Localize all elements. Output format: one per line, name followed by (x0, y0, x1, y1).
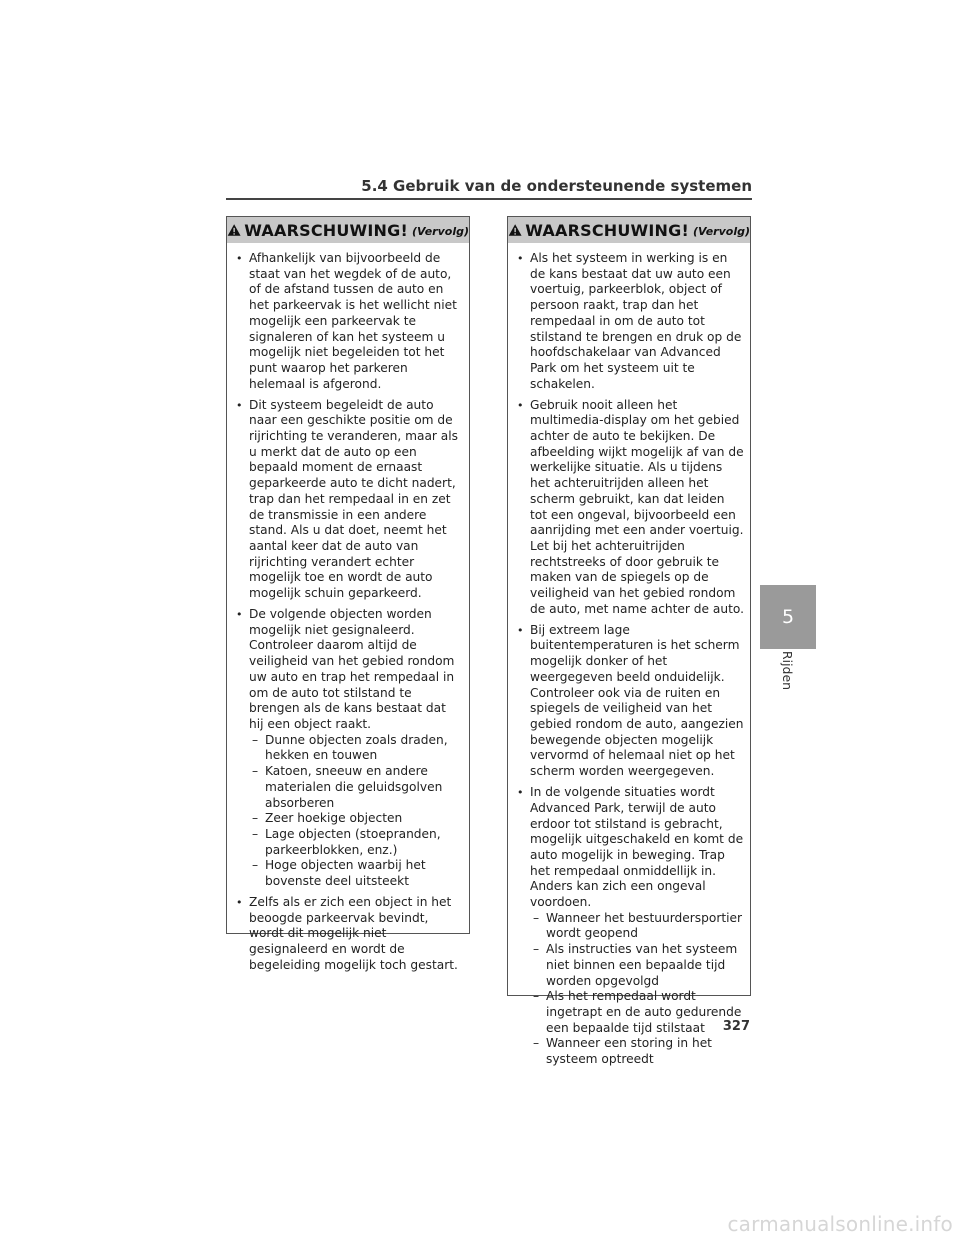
bullet-list (235, 251, 463, 974)
warning-continued: (Vervolg) (692, 225, 750, 238)
warning-header (508, 217, 750, 243)
chapter-tab: 5 (760, 585, 816, 649)
bullet-item: • Als het systeem in werking is en de kans bestaat dat uw auto een voertuig, parkeerblok, object of persoon raakt, trap dan het rempedaal in om de auto tot stilstand te brengen en druk op de hoofdschakelaar van Advanced Park om het systeem uit te schakelen. (516, 251, 744, 392)
dash-item: – Katoen, sneeuw en andere materialen die geluidsgolven absorberen (252, 764, 463, 811)
dash-item: – Wanneer een storing in het systeem optreedt (533, 1036, 744, 1067)
warning-box-left (226, 216, 470, 972)
bullet-list (516, 251, 744, 1068)
watermark: carmanualsonline.info (727, 1212, 953, 1236)
bullet-item: • Bij extreem lage buitentemperaturen is het scherm mogelijk donker of het weergegeven beeld onduidelijk. Controleer ook via de ruiten en spiegels de veiligheid van het gebied rondom de auto, aangezien bewegende objecten mogelijk vervormd of helemaal niet op het scherm worden weergegeven. (516, 623, 744, 780)
dash-item: – Als instructies van het systeem niet binnen een bepaalde tijd worden opgevolgd (533, 942, 744, 989)
warning-title: WAARSCHUWING! (244, 220, 408, 240)
dash-item: – Lage objecten (stoepranden, parkeerblokken, enz.) (252, 827, 463, 858)
dash-list (249, 733, 463, 890)
warning-title: WAARSCHUWING! (525, 220, 689, 240)
warning-body (227, 243, 469, 985)
dash-item: – Hoge objecten waarbij het bovenste deel uitsteekt (252, 858, 463, 889)
warning-continued: (Vervolg) (411, 225, 469, 238)
bullet-item: • In de volgende situaties wordt Advanced Park, terwijl de auto erdoor tot stilstand is gebracht, mogelijk uitgeschakeld en komt de auto mogelijk in beweging. Trap het rempedaal onmiddellijk in. Anders kan zich een ongeval voordoen. – Wanneer het bestuurdersportier wordt geopend – Als instructies van het systeem niet binnen een bepaalde tijd worden opgevolgd – Als het rempedaal wordt ingetrapt en de auto gedurende een bepaalde tijd stilstaat – Wanneer een storing in het systeem optreedt (516, 785, 744, 1068)
dash-item: – Dunne objecten zoals draden, hekken en touwen (252, 733, 463, 764)
warning-body (508, 243, 750, 1079)
section-title: 5.4 Gebruik van de ondersteunende systemen (361, 177, 752, 195)
bullet-item: • Gebruik nooit alleen het multimedia-display om het gebied achter de auto te bekijken. De afbeelding wijkt mogelijk af van de werkelijke situatie. Als u tijdens het achteruitrijden alleen het scherm gebruikt, kan dat leiden tot een ongeval, bijvoorbeeld een aanrijding met een ander voertuig. Let bij het achteruitrijden rechtstreeks of door gebruik te maken van de spiegels op de veiligheid van het gebied rondom de auto, met name achter de auto. (516, 398, 744, 618)
warning-triangle-icon (508, 222, 522, 238)
chapter-label: Rijden (780, 650, 796, 690)
dash-item: – Als het rempedaal wordt ingetrapt en de auto gedurende een bepaalde tijd stilstaat (533, 989, 744, 1036)
bullet-item: • Afhankelijk van bijvoorbeeld de staat van het wegdek of de auto, of de afstand tussen de auto en het parkeervak is het wellicht niet mogelijk een parkeervak te signaleren of kan het systeem u mogelijk niet begeleiden tot het punt waarop het parkeren helemaal is afgerond. (235, 251, 463, 392)
bullet-item: • Zelfs als er zich een object in het beoogde parkeervak bevindt, wordt dit mogelijk niet gesignaleerd en wordt de begeleiding mogelijk toch gestart. (235, 895, 463, 974)
dash-list (530, 911, 744, 1068)
bullet-item: • Dit systeem begeleidt de auto naar een geschikte positie om de rijrichting te veranderen, maar als u merkt dat de auto op een bepaald moment de ernaast geparkeerde auto te dicht nadert, trap dan het rempedaal in en zet de transmissie in een andere stand. Als u dat doet, neemt het aantal keer dat de auto van rijrichting verandert echter mogelijk toe en wordt de auto mogelijk schuin geparkeerd. (235, 398, 463, 602)
warning-triangle-icon (227, 222, 241, 238)
page-number: 327 (722, 1019, 750, 1034)
bullet-item: • De volgende objecten worden mogelijk niet gesignaleerd. Controleer daarom altijd de veiligheid van het gebied rondom uw auto en trap het rempedaal in om de auto tot stilstand te brengen als de kans bestaat dat hij een object raakt. – Dunne objecten zoals draden, hekken en touwen – Katoen, sneeuw en andere materialen die geluidsgolven absorberen – Zeer hoekige objecten – Lage objecten (stoepranden, parkeerblokken, enz.) – Hoge objecten waarbij het bovenste deel uitsteekt (235, 607, 463, 890)
dash-item: – Zeer hoekige objecten (252, 811, 463, 827)
dash-item: – Wanneer het bestuurdersportier wordt geopend (533, 911, 744, 942)
warning-header (227, 217, 469, 243)
header-divider (226, 198, 752, 200)
